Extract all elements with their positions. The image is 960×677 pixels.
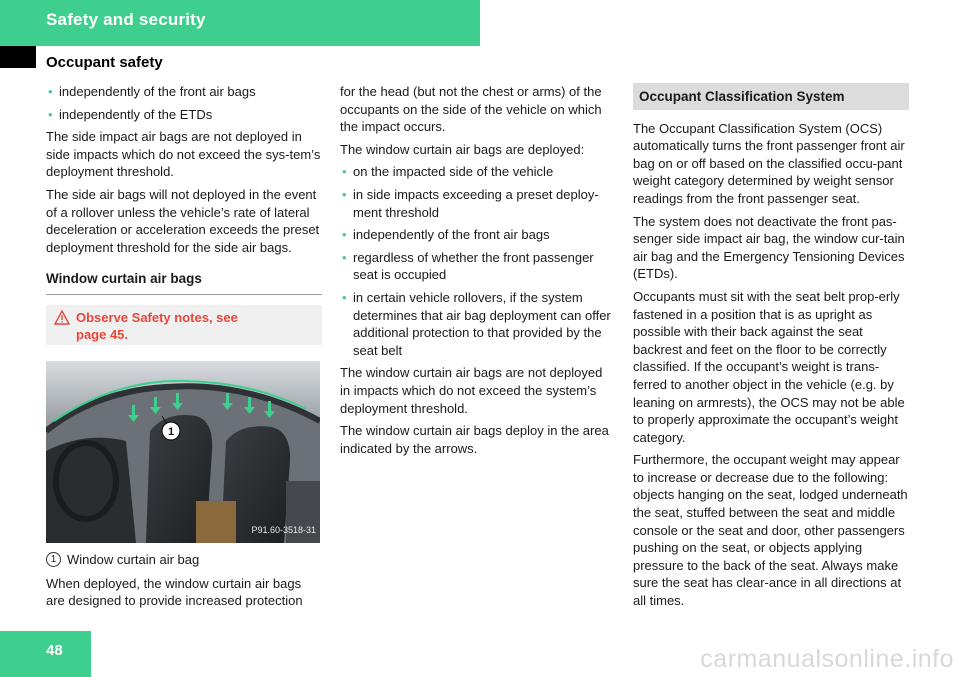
list-item: • regardless of whether the front passenger seat is occupied xyxy=(340,249,616,284)
paragraph: The side air bags will not deployed in the event of a rollover unless the vehicle’s rate of lateral deceleration or acceleration exceeds the preset deployment threshold for the side air bags. xyxy=(46,186,320,255)
page-title: Occupant safety xyxy=(46,54,163,71)
list-item: • independently of the ETDs xyxy=(46,106,322,124)
paragraph: The Occupant Classification System (OCS) automatically turns the front passenger front air bag on or off based on the classified occu-pant weight category determined by weight sensor readings from the front passenger seat. xyxy=(633,120,905,206)
warning-box xyxy=(46,305,322,345)
paragraph: Occupants must sit with the seat belt prop-erly fastened in a position that is as upright as possible with their back against the seat backrest and feet on the floor to be correctly classified. If the occupant’s weight is trans-ferred to another object in the vehicle (e.g. by leaning on armrests), the OCS may not be able to properly approximate the occupant’s weight category. xyxy=(633,288,905,445)
list-item: • independently of the front air bags xyxy=(340,226,616,244)
paragraph: The window curtain air bags deploy in the area indicated by the arrows. xyxy=(340,423,609,456)
car-interior-illustration xyxy=(46,361,320,543)
warning-text-line1: Observe Safety notes, see xyxy=(76,309,238,325)
ocs-heading: Occupant Classification System xyxy=(633,83,909,110)
list-item: • in certain vehicle rollovers, if the system determines that air bag deployment can offer additional protection to that provided by the seat belt xyxy=(340,289,616,359)
warning-triangle-icon xyxy=(54,310,70,325)
photo-code: P91.60-3518-31 xyxy=(251,525,316,536)
section-title: Safety and security xyxy=(46,10,206,29)
corner-marker xyxy=(0,46,36,68)
paragraph: The window curtain air bags are deployed: xyxy=(340,141,585,157)
paragraph: The side impact air bags are not deployed in side impacts which do not exceed the sys-tem’s deployment threshold. xyxy=(46,129,321,180)
list-item: • on the impacted side of the vehicle xyxy=(340,163,616,181)
column-left xyxy=(46,83,322,615)
caption-number: 1 xyxy=(46,552,61,567)
column-middle xyxy=(340,83,616,462)
list-item: • in side impacts exceeding a preset deploy-ment threshold xyxy=(340,186,616,221)
car-interior-photo xyxy=(46,361,320,543)
paragraph: When deployed, the window curtain air bags are designed to provide increased protection xyxy=(46,575,303,609)
paragraph: The window curtain air bags are not deployed in impacts which do not exceed the system’s deployment threshold. xyxy=(340,365,603,416)
paragraph: The system does not deactivate the front pas-senger side impact air bag, the window cur-tain air bag and the Emergency Tensioning Devices (ETDs). xyxy=(633,213,905,282)
callout-number: 1 xyxy=(167,425,175,438)
watermark: carmanualsonline.info xyxy=(700,645,954,673)
column-right xyxy=(633,83,909,615)
subheading-window-curtain: Window curtain air bags xyxy=(46,270,322,295)
photo-caption xyxy=(46,551,322,569)
paragraph: for the head (but not the chest or arms) of the occupants on the side of the vehicle on which the impact occurs. xyxy=(340,84,602,135)
warning-text-line2[interactable]: page 45. xyxy=(76,326,129,342)
paragraph: Furthermore, the occupant weight may appear to increase or decrease due to the following: objects hanging on the seat, lodged underneath the seat, stuffed between the seat and middle console or the seat and door, other passengers pushing on the seat, or objects applying pressure to the back of the seat. Always make sure the seat has clear-ance in all directions at all times. xyxy=(633,452,908,609)
caption-text: Window curtain air bag xyxy=(67,551,200,567)
list-item: • independently of the front air bags xyxy=(46,83,322,101)
page-number: 48 xyxy=(46,642,63,659)
